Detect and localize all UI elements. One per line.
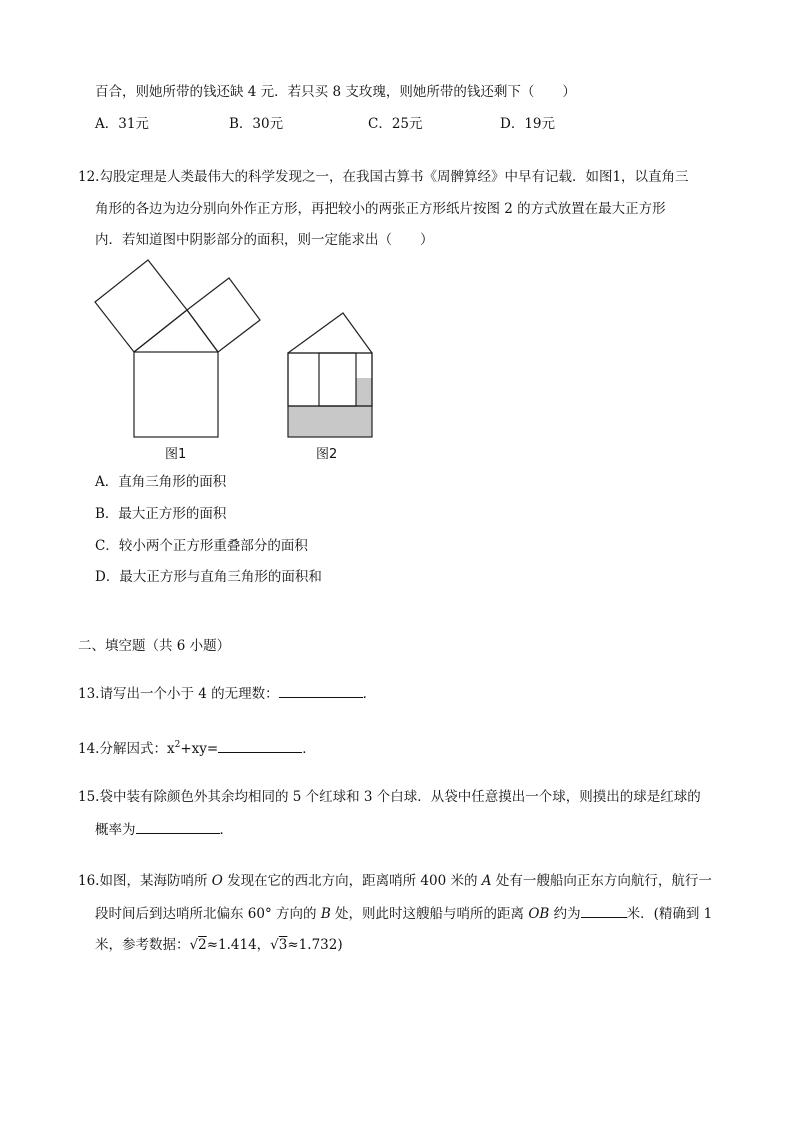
- fig1-right-triangle: [134, 310, 218, 352]
- fig2-triangle: [288, 313, 372, 353]
- q12-line2: 角形的各边为边分别向外作正方形，再把较小的两张正方形纸片按图 2 的方式放置在最大正方形: [95, 201, 666, 217]
- q11-option-d: D．19元: [500, 116, 556, 132]
- q15-line2: 概率为 ．: [95, 819, 233, 840]
- fig1-caption: 图1: [165, 447, 187, 462]
- q14-answer-blank[interactable]: [218, 738, 302, 753]
- fig2-shaded-region: [288, 406, 372, 437]
- q13-answer-blank[interactable]: [279, 683, 363, 698]
- section-2-heading: 二、填空题（共 6 小题）: [78, 638, 231, 654]
- q15-line1: 15.袋中装有除颜色外其余均相同的 5 个红球和 3 个白球．从袋中任意摸出一个球，则摸出的球是红球的: [78, 789, 701, 805]
- q12-option-c: C．较小两个正方形重叠部分的面积: [95, 538, 308, 554]
- fig1-right-square: [187, 278, 260, 352]
- figure-1-diagram: [90, 255, 265, 441]
- q12-option-d: D．最大正方形与直角三角形的面积和: [95, 569, 322, 585]
- q15-answer-blank[interactable]: [136, 819, 220, 834]
- q11-option-b: B．30元: [229, 116, 284, 132]
- q11-text: 百合，则她所带的钱还缺 4 元．若只买 8 支玫瑰，则她所带的钱还剩下（ ）: [95, 84, 576, 100]
- fig2-small-square: [288, 353, 356, 406]
- q16-answer-blank[interactable]: [581, 903, 627, 918]
- q14-text: 14.分解因式：$x^2+xy=$ ．: [78, 740, 316, 757]
- q16-line3: 米，参考数据：√2≈1.414，√3≈1.732): [95, 937, 343, 953]
- q12-line3: 内．若知道图中阴影部分的面积，则一定能求出（ ）: [95, 232, 434, 248]
- fig2-shaded-region-right: [356, 378, 372, 406]
- fig2-caption: 图2: [316, 447, 338, 462]
- q13-text: 13.请写出一个小于 4 的无理数： ．: [78, 683, 376, 704]
- q12-line1: 12.勾股定理是人类最伟大的科学发现之一，在我国古算书《周髀算经》中早有记载．如图1，以直角三: [78, 169, 689, 185]
- q16-line1: 16.如图，某海防哨所 O 发现在它的西北方向，距离哨所 400 米的 A 处有一艘船向正东方向航行，航行一: [78, 873, 712, 889]
- q12-option-a: A．直角三角形的面积: [95, 474, 227, 490]
- q11-option-c: C．25元: [368, 116, 423, 132]
- figure-2-diagram: [285, 310, 375, 440]
- fig1-large-square: [134, 352, 218, 437]
- fig1-left-square: [95, 260, 187, 352]
- q12-option-b: B．最大正方形的面积: [95, 506, 227, 522]
- q16-line2: 段时间后到达哨所北偏东 60° 方向的 B 处，则此时这艘船与哨所的距离 OB 约为 米．(精确到 1: [95, 903, 712, 924]
- q11-option-a: A．31元: [95, 116, 149, 132]
